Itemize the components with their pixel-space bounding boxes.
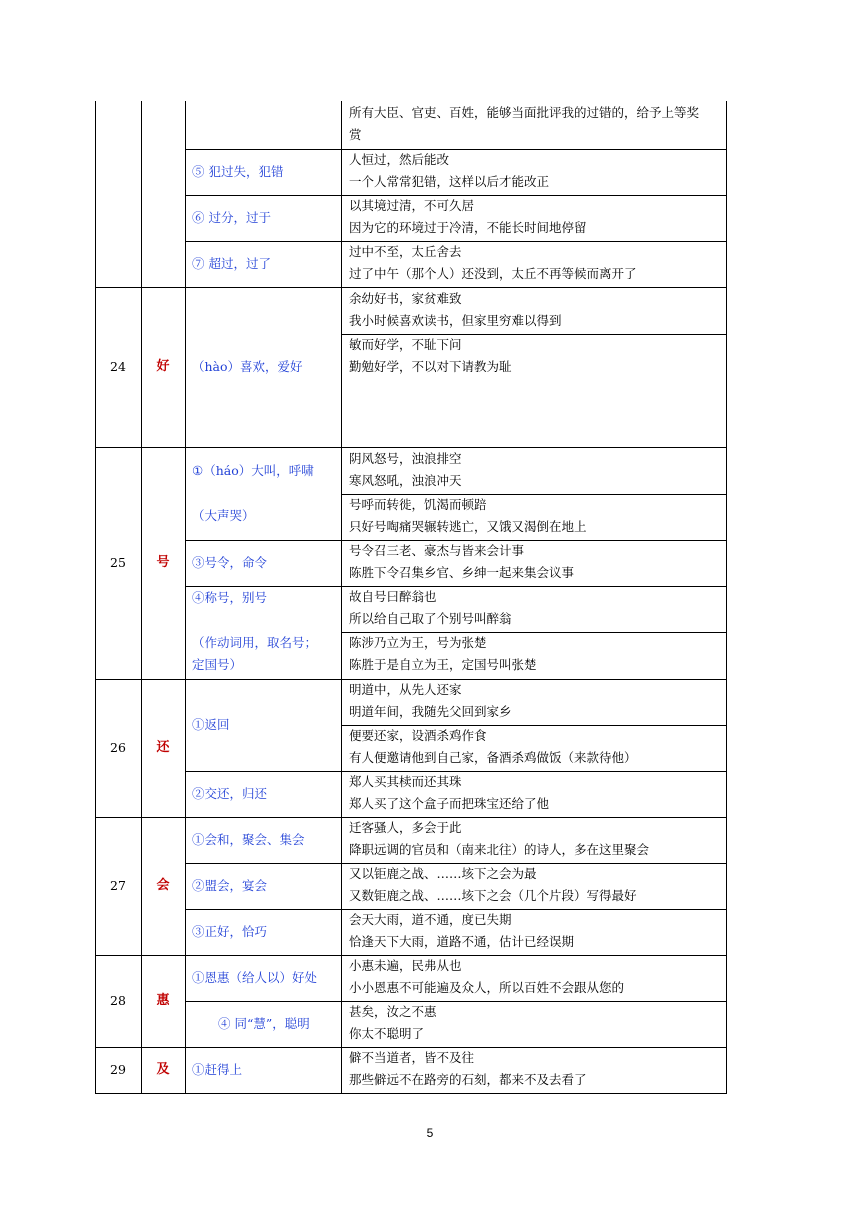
example-translation: 郑人买了这个盒子而把珠宝还给了他: [349, 796, 550, 811]
meaning-label: ⑤ 犯过失，犯错: [192, 164, 284, 179]
example-cell: [341, 955, 727, 1001]
table-border: [341, 632, 727, 633]
example-original: 号令召三老、豪杰与皆来会计事: [349, 543, 525, 558]
table-border: [95, 1047, 727, 1048]
meaning-label: ①返回: [192, 717, 230, 732]
example-original: 故自号曰醉翁也: [349, 589, 437, 604]
entry-number: 29: [110, 1062, 126, 1077]
entry-number: 26: [110, 740, 126, 755]
example-translation: 只好号啕痛哭辗转逃亡，又饿又渴倒在地上: [349, 519, 587, 534]
example-cell: [341, 632, 727, 678]
example-cell: [341, 448, 727, 494]
table-border: [185, 195, 727, 196]
meaning-label: ②交还，归还: [192, 786, 268, 801]
entry-number: 25: [110, 555, 126, 570]
example-cell: [341, 494, 727, 540]
example-translation: 那些僻远不在路旁的石刻，都来不及去看了: [349, 1072, 587, 1087]
example-original: 甚矣，汝之不惠: [349, 1004, 437, 1019]
entry-character: 惠: [156, 993, 170, 1008]
example-original: 僻不当道者，皆不及往: [349, 1050, 475, 1065]
example-translation: 所以给自己取了个别号叫醉翁: [349, 611, 512, 626]
example-cell: [341, 149, 727, 195]
example-cell: [341, 771, 727, 817]
entry-character: 会: [156, 878, 170, 893]
meaning-label: [185, 101, 341, 149]
example-cell: [341, 1047, 727, 1093]
example-original: 阴风怒号，浊浪排空: [349, 451, 462, 466]
example-original: 迁客骚人，多会于此: [349, 820, 462, 835]
example-original: 过中不至，太丘舍去: [349, 244, 462, 259]
table-border: [341, 334, 727, 335]
example-translation: 一个人常常犯错，这样以后才能改正: [349, 174, 550, 189]
example-translation: 降职远调的官员和（南来北往）的诗人，多在这里聚会: [349, 842, 650, 857]
example-original: 小惠未遍，民弗从也: [349, 958, 462, 973]
meaning-label: ④称号，别号: [192, 590, 268, 605]
example-cell: [341, 586, 727, 632]
example-cell: [341, 863, 727, 909]
meaning-label: ①赶得上: [192, 1062, 243, 1077]
entry-number: 27: [110, 878, 126, 893]
table-border: [185, 540, 727, 541]
meaning-label: ①恩惠（给人以）好处: [192, 970, 318, 985]
table-border: [341, 725, 727, 726]
entry-number: 24: [110, 359, 126, 374]
page-number: 5: [426, 1126, 434, 1140]
example-cell: [341, 334, 727, 447]
table-border: [185, 1001, 727, 1002]
example-translation: 有人便邀请他到自己家，备酒杀鸡做饭（来款待他）: [349, 750, 637, 765]
table-border: [185, 149, 727, 150]
meaning-label: ⑥ 过分，过于: [192, 210, 271, 225]
example-original: 所有大臣、官吏、百姓，能够当面批评我的过错的，给予上等奖: [349, 105, 700, 120]
entry-number: [95, 101, 141, 287]
example-translation: 小小恩惠不可能遍及众人，所以百姓不会跟从您的: [349, 980, 625, 995]
meaning-label: （hào）喜欢，爱好: [192, 359, 303, 374]
entry-character: 号: [156, 555, 170, 570]
entry-character: 及: [156, 1062, 170, 1077]
example-translation: 勤勉好学，不以对下请教为耻: [349, 359, 512, 374]
example-cell: [341, 195, 727, 241]
example-original: 余幼好书，家贫难致: [349, 291, 462, 306]
table-border: [185, 909, 727, 910]
example-cell: [341, 241, 727, 287]
entry-character: 好: [156, 359, 170, 374]
example-original: 会天大雨，道不通，度已失期: [349, 912, 512, 927]
meaning-label: ②盟会，宴会: [192, 878, 268, 893]
meaning-label: ①会和，聚会、集会: [192, 832, 305, 847]
meaning-label: （作动词用，取名号；: [192, 635, 318, 650]
meaning-label: （大声哭）: [192, 508, 255, 523]
example-cell: [341, 725, 727, 771]
example-cell: [341, 1001, 727, 1047]
example-cell: [341, 817, 727, 863]
example-original: 号呼而转徙，饥渴而顿踣: [349, 497, 487, 512]
example-translation: 我小时候喜欢读书，但家里穷难以得到: [349, 313, 562, 328]
example-translation: 明道年间，我随先父回到家乡: [349, 704, 512, 719]
vocabulary-table: [95, 101, 727, 1094]
table-border: [95, 955, 727, 956]
example-translation: 过了中午（那个人）还没到，太丘不再等候而离开了: [349, 266, 637, 281]
table-border: [95, 101, 96, 1094]
example-original: 郑人买其椟而还其珠: [349, 774, 462, 789]
example-original: 明道中，从先人还家: [349, 682, 462, 697]
table-border: [341, 101, 342, 1094]
table-border: [95, 817, 727, 818]
table-border: [95, 447, 727, 448]
meaning-label: ③号令，命令: [192, 555, 268, 570]
table-border: [185, 586, 727, 587]
meaning-label: ①（háo）大叫，呼啸: [192, 463, 314, 478]
example-translation: 陈胜于是自立为王，定国号叫张楚: [349, 657, 537, 672]
table-border: [95, 1093, 727, 1094]
meaning-label: ⑦ 超过，过了: [192, 256, 271, 271]
example-cell: [341, 679, 727, 725]
example-translation: 赏: [349, 127, 362, 142]
table-border: [95, 287, 727, 288]
table-border: [185, 771, 727, 772]
table-border: [185, 863, 727, 864]
entry-character: 还: [156, 740, 170, 755]
example-original: 人恒过，然后能改: [349, 152, 450, 167]
entry-character: [141, 101, 185, 287]
example-original: 陈涉乃立为王，号为张楚: [349, 635, 487, 650]
example-original: 又以钜鹿之战、……垓下之会为最: [349, 866, 537, 881]
entry-number: 28: [110, 993, 126, 1008]
example-cell: [341, 288, 727, 334]
example-original: 以其境过清，不可久居: [349, 198, 475, 213]
example-original: 便要还家，设酒杀鸡作食: [349, 728, 487, 743]
meaning-label: ③正好，恰巧: [192, 924, 268, 939]
meaning-label: 定国号）: [192, 657, 243, 672]
example-translation: 又数钜鹿之战、……垓下之会（几个片段）写得最好: [349, 888, 637, 903]
example-translation: 你太不聪明了: [349, 1026, 425, 1041]
example-translation: 陈胜下令召集乡官、乡绅一起来集会议事: [349, 565, 575, 580]
example-translation: 恰逢天下大雨，道路不通，估计已经误期: [349, 934, 575, 949]
example-cell: [341, 909, 727, 955]
example-cell: [341, 540, 727, 586]
meaning-label: ④ 同“慧”，聪明: [218, 1016, 310, 1031]
example-translation: 因为它的环境过于冷清，不能长时间地停留: [349, 220, 587, 235]
table-border: [726, 101, 727, 1094]
example-original: 敏而好学，不耻下问: [349, 337, 462, 352]
table-border: [185, 101, 186, 1094]
table-border: [341, 494, 727, 495]
example-cell: [341, 102, 727, 150]
table-border: [141, 101, 142, 1094]
example-translation: 寒风怒吼，浊浪冲天: [349, 473, 462, 488]
table-border: [95, 679, 727, 680]
table-border: [185, 241, 727, 242]
